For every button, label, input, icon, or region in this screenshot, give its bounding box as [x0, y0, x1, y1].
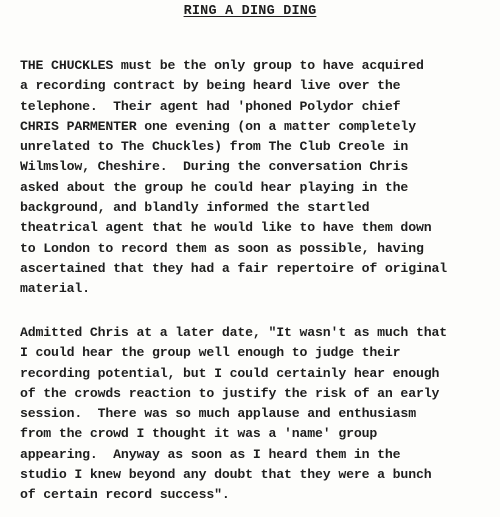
text-line: THE CHUCKLES must be the only group to have acquired: [20, 58, 424, 73]
text-line: studio I knew beyond any doubt that they were a bunch: [20, 467, 432, 483]
text-line: session. There was so much applause and enthusiasm: [20, 406, 416, 422]
text-line: a recording contract by being heard live over the: [20, 78, 401, 94]
text-line: CHRIS PARMENTER one evening (on a matter completely: [20, 118, 416, 134]
text-line: material.: [20, 281, 90, 297]
paragraph-1: [20, 56, 500, 300]
text-line: Admitted Chris at a later date, "It wasn't as much that: [20, 325, 448, 340]
text-line: background, and blandly informed the startled: [20, 200, 370, 216]
title-text: RING A DING DING: [183, 4, 317, 19]
text-line: ascertained that they had a fair repertoire of original: [20, 260, 448, 276]
page-title: [0, 4, 500, 19]
text-line: of the crowds reaction to justify the risk of an early: [20, 385, 440, 401]
text-line: of certain record success".: [20, 487, 230, 503]
text-line: Wilmslow, Cheshire. During the conversation Chris: [20, 159, 409, 175]
text-line: unrelated to The Chuckles) from The Club Creole in: [20, 139, 409, 155]
text-line: from the crowd I thought it was a 'name' group: [20, 426, 378, 442]
text-line: telephone. Their agent had 'phoned Polydor chief: [20, 98, 401, 114]
text-line: theatrical agent that he would like to have them down: [20, 220, 432, 236]
paragraph-2: [20, 323, 500, 506]
text-line: asked about the group he could hear playing in the: [20, 179, 409, 195]
text-line: appearing. Anyway as soon as I heard them in the: [20, 446, 401, 462]
text-line: I could hear the group well enough to judge their: [20, 345, 401, 361]
text-line: to London to record them as soon as possible, having: [20, 240, 424, 256]
text-line: recording potential, but I could certainly hear enough: [20, 365, 440, 381]
